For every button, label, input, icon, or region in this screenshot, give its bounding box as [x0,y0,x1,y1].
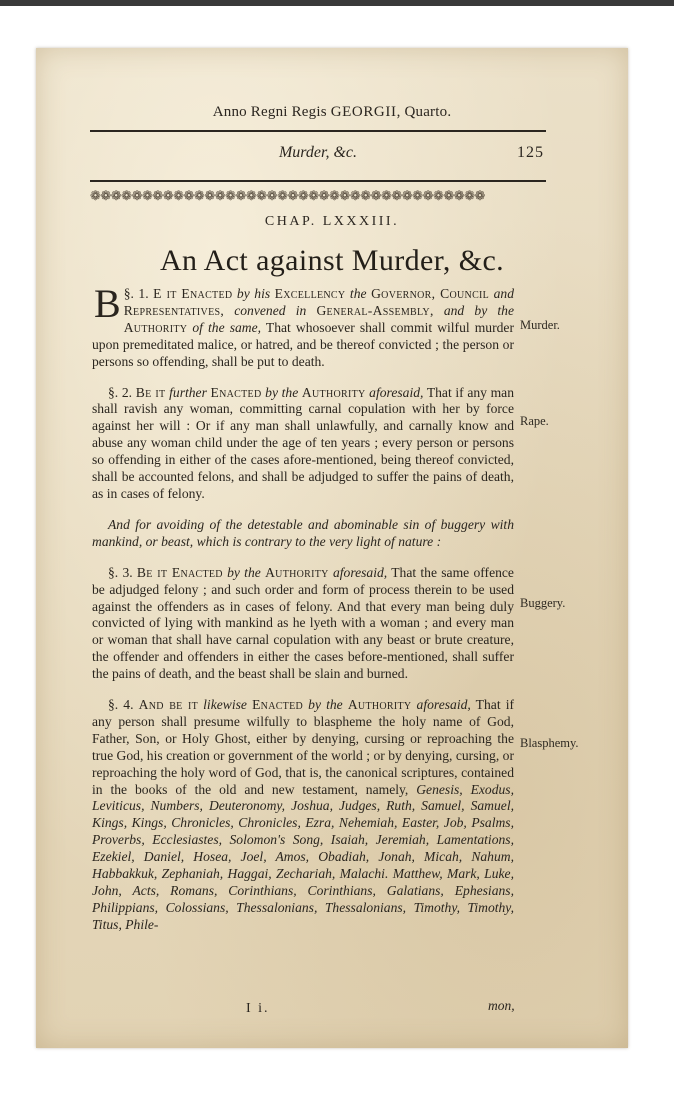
section-text: Be it [135,384,166,400]
margin-note-buggery: Buggery. [520,596,566,610]
section-text: Matthew, Mark, Luke, John, Acts, Romans, Corinthians, Corinthians, Galatians, Ephesians, Philippians, Colossians, Thessalonians, Thessalonians, Timothy, Timothy, Titus, Phile- [92,866,514,932]
section-text: Be it Enacted [136,564,223,580]
section-text: And be it [138,697,199,713]
section-text: Representatives, [123,302,225,318]
section-text: and [489,286,514,301]
section-2-number: §. 2. [108,384,133,400]
header-rule-bottom [90,180,546,182]
page-header [90,142,546,172]
drop-cap: B [94,281,121,326]
section-text: Enacted [252,697,304,713]
catchword: mon, [488,998,515,1013]
section-text: General-Assembly, [316,302,434,318]
section-3-number: §. 3. [108,564,133,580]
section-text: Excellency [274,286,346,301]
section-text: Genesis, Exodus, Leviticus, Numbers, Deuteronomy, Joshua, Judges, Ruth, Samuel, Samuel, Kings, Kings, Chronicles, Chronicles, Ezra, Nehemiah, Easter, Job, Psalms, Proverbs, Ecclesiastes, Solomon's Song, Isaiah, Jeremiah, Lamentations, Ezekiel, Daniel, Hosea, Joel, Amos, Obadiah, Jonah, Micah, Nahum, Habbakkuk, Zephaniah, Haggai, Zechariah, Malachi. [92,781,514,882]
running-head-prefix: Anno Regni Regis [212,104,331,120]
section-text: That whosoever shall commit wilful murder upon premeditated malice, or hatred, and be thereof convicted ; the person or persons so offending, shall be put to death. [92,319,514,369]
section-1 [92,281,514,371]
section-text: by the [222,564,266,580]
running-head [36,104,628,121]
header-rule-top [90,130,546,132]
section-text: by his [232,286,275,301]
ornament-border: ❁❁❁❁❁❁❁❁❁❁❁❁❁❁❁❁❁❁❁❁❁❁❁❁❁❁❁❁❁❁❁❁❁❁❁❁❁❁ [90,189,485,204]
running-head-king: GEORGII [330,104,397,120]
section-text: of the same, [187,319,262,335]
section-text: Authority [265,564,329,580]
margin-note-murder: Murder. [520,318,560,332]
section-text: Authority [123,319,188,335]
section-text: Authority [301,384,366,400]
margin-note-rape: Rape. [520,414,549,428]
window-top-bar [0,0,674,6]
chapter-heading: CHAP. LXXXIII. [264,214,400,229]
section-text: likewise [198,697,253,713]
act-title: An Act against Murder, &c. [159,244,505,277]
section-text: aforesaid, [365,384,424,400]
section-4-number: §. 4. [108,697,134,713]
section-text: and by the [433,302,514,318]
section-text: Authority [347,697,412,713]
page-number: 125 [517,144,544,161]
section-text: convened in [224,302,317,318]
book-page [36,48,628,1048]
section-text: Governor, Council [371,286,490,301]
section-2 [92,385,514,503]
section-text: That if any man shall ravish any woman, committing carnal copulation with her by force against her will : Or if any man shall unlawfully, and carnally know and abuse any woman child under the age of ten years ; every person or persons so offending in either of the cases afore-mentioned, being thereof convicted, shall be accounted felons, and shall be adjudged to suffer the pains of death, as in cases of felony. [92,384,515,501]
act-body [92,281,515,934]
section-text: That the same offence be adjudged felony ; and such order and form of process therein to be used against the offenders as in cases of felony. And that every man being duly convicted of lying with mankind as he lyeth with a woman ; and every man or woman that shall have carnal copulation with any beast or brute creature, the offender and offenders in either the cases before-mentioned, shall suffer the pains of death, and the beast shall be slain and burned. [92,564,514,682]
margin-note-blasphemy: Blasphemy. [520,736,579,750]
section-text: E it Enacted [153,286,233,301]
section-4 [92,697,514,934]
section-1-number: §. 1. [123,286,149,301]
section-text: aforesaid, [411,697,471,713]
running-head-suffix: , Quarto. [396,104,452,120]
section-text: the [345,286,372,301]
section-text: aforesaid, [328,564,388,580]
buggery-preamble: And for avoiding of the detestable and abominable sin of buggery with mankind, or beast, which is contrary to the very light of nature : [92,516,514,549]
page-header-title: Murder, &c. [278,144,358,161]
section-text: That if any person shall presume wilfully to blaspheme the holy name of God, Father, Son, or Holy Ghost, either by denying, cursing or reproaching the true God, his creation or government of the world ; or by denying, cursing, or reproaching the holy word of God, that is, the canonical scriptures, contained in the books of the old and new testament, namely, [92,697,515,797]
section-text: Enacted [210,384,262,400]
section-text: by the [303,697,348,713]
section-3 [92,565,514,683]
signature-mark: I i. [246,1001,270,1016]
section-text: further [165,384,211,400]
section-text: by the [261,384,302,400]
